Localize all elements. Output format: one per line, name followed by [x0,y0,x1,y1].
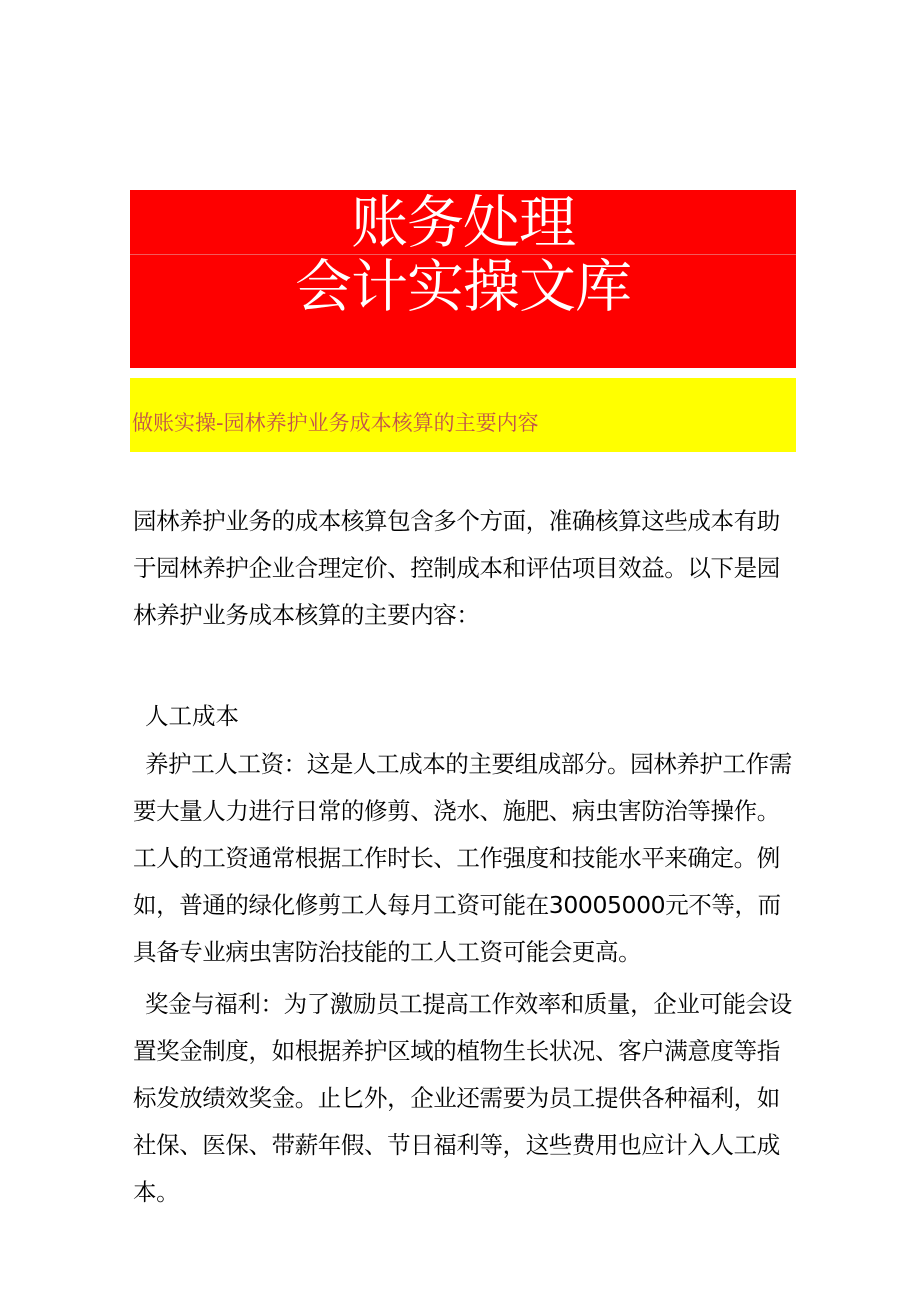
intro-paragraph: 园林养护业务的成本核算包含多个方面，准确核算这些成本有助于园林养护企业合理定价、控制成本和评估项目效益。以下是园林养护业务成本核算的主要内容： [133,507,780,629]
document-subtitle: 做账实操-园林养护业务成本核算的主要内容 [132,411,539,435]
bonus-paragraph-text: 奖金与福利：为了激励员工提高工作效率和质量，企业可能会设置奖金制度，如根据养护区域的植物生长状况、客户满意度等指标发放绩效奖金。止匕外，企业还需要为员工提供各种福利，如社保、医保、带薪年假、节日福利等，这些费用也应计入人工成本。 [133,990,792,1206]
wage-paragraph [133,741,797,976]
banner-title-line-1: 账务处理 [351,190,575,256]
wage-paragraph-text: 养护工人工资：这是人工成本的主要组成部分。园林养护工作需要大量人力进行日常的修剪、浇水、施肥、病虫害防治等操作。工人的工资通常根据工作时长、工作强度和技能水平来确定。例如，普通的绿化修剪工人每月工资可能在30005000元不等，而具备专业病虫害防治技能的工人工资可能会更高。 [133,750,792,966]
title-banner [130,190,796,368]
section-heading-labor-cost: 人工成本 [145,702,239,730]
subtitle-bar [130,378,796,452]
banner-title-line-2: 会计实操文库 [295,254,631,320]
bonus-paragraph [133,981,797,1216]
